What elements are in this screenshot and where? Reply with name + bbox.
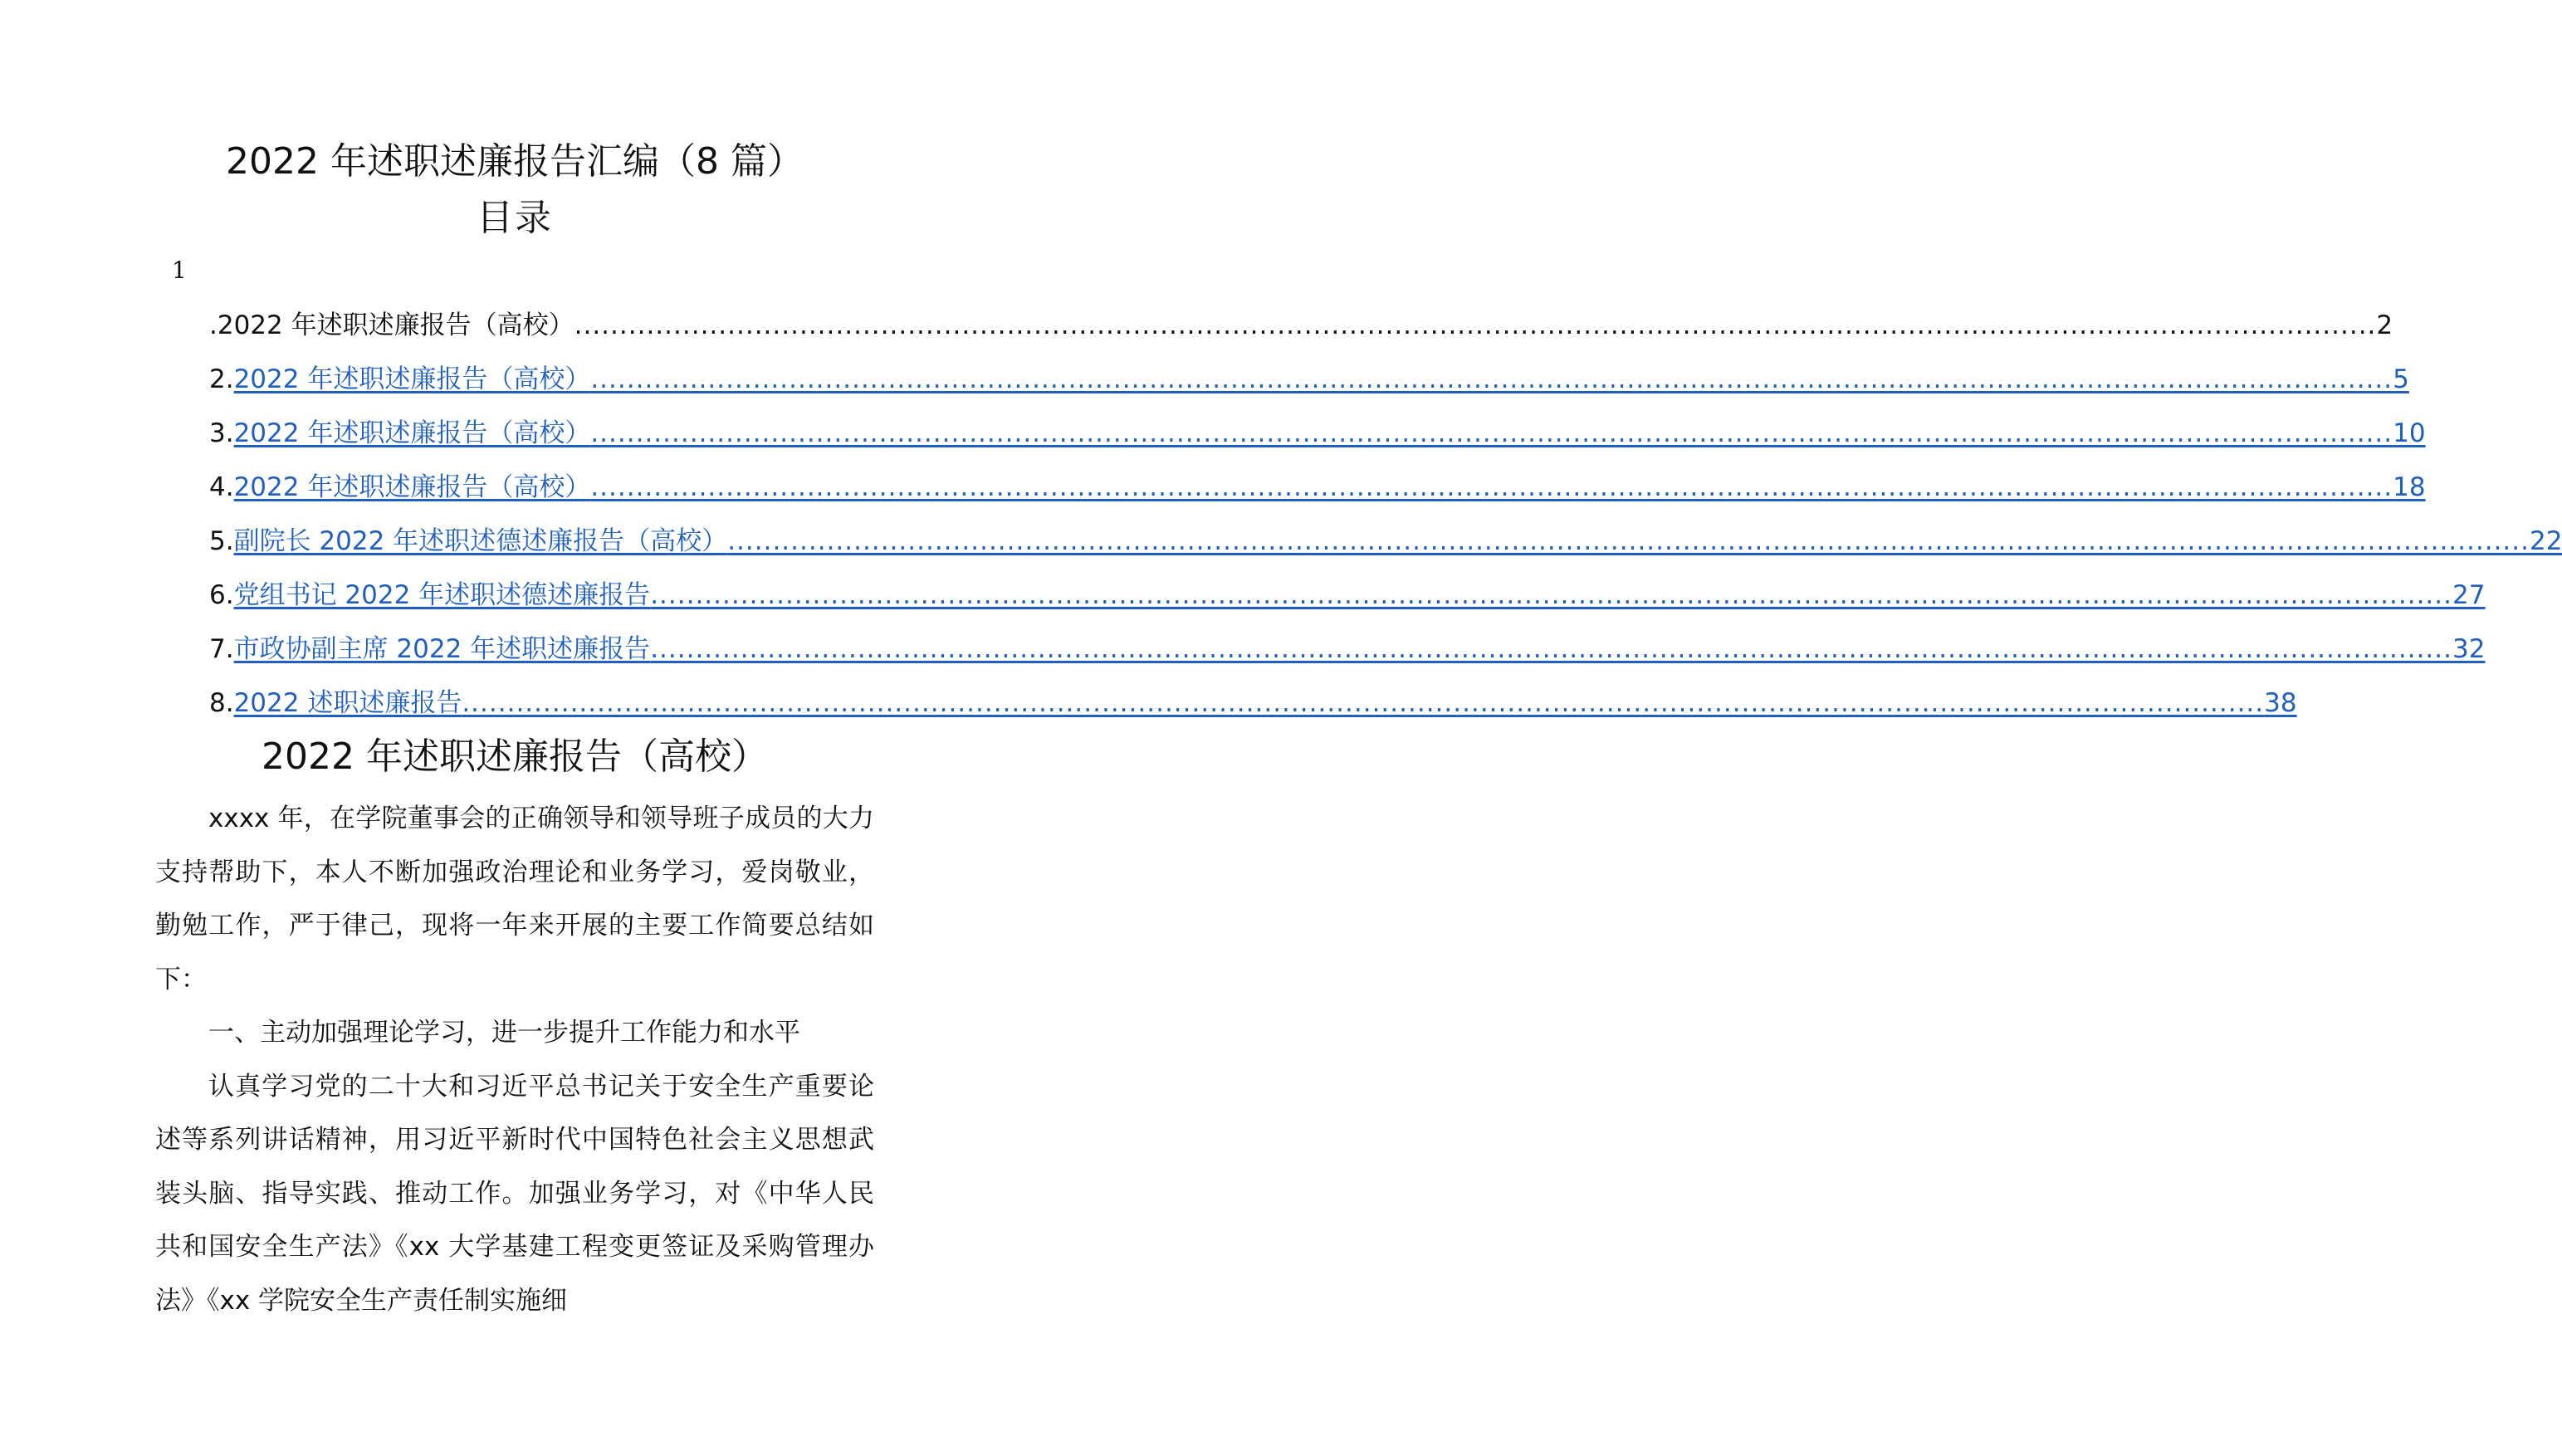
toc-item-text: 党组书记 2022 年述职述德述廉报告 xyxy=(233,580,651,610)
toc-item-index: 4. xyxy=(209,472,234,502)
toc-item-text: 副院长 2022 年述职述德述廉报告（高校） xyxy=(233,526,728,556)
toc-item[interactable] xyxy=(209,469,2426,523)
toc-leader-dots: ........................................................................................................................................................................................................ xyxy=(650,634,2452,664)
toc-item-link[interactable] xyxy=(234,523,2562,559)
toc-item-link[interactable] xyxy=(234,361,2409,398)
toc-item-text: 2022 年述职述廉报告（高校） xyxy=(217,310,574,340)
toc-item-page: 32 xyxy=(2452,634,2486,664)
toc-item-link[interactable] xyxy=(234,631,2486,667)
toc-leader-dots: ........................................................................................................................................................................................................ xyxy=(462,688,2265,718)
toc-item-index: 6. xyxy=(209,580,234,610)
toc-item xyxy=(209,307,2393,361)
toc-leader-dots: ........................................................................................................................................................................................................ xyxy=(590,472,2393,502)
toc-item[interactable] xyxy=(209,631,2486,685)
toc-item-index: 8. xyxy=(209,688,234,718)
body-paragraph: xxxx 年，在学院董事会的正确领导和领导班子成员的大力支持帮助下，本人不断加强政治理论和业务学习，爱岗敬业，勤勉工作，严于律己，现将一年来开展的主要工作简要总结如下： xyxy=(155,804,874,994)
toc-item-text: 2022 年述职述廉报告（高校） xyxy=(233,364,591,394)
toc-item-index: 7. xyxy=(209,634,234,664)
toc-item-link[interactable] xyxy=(234,415,2426,452)
toc-leader-dots: ........................................................................................................................................................................................................ xyxy=(590,364,2393,394)
toc-item-text: 市政协副主席 2022 年述职述廉报告 xyxy=(233,634,651,664)
toc-item-link[interactable] xyxy=(234,469,2426,506)
section-title: 2022 年述职述廉报告（高校） xyxy=(262,735,768,778)
toc-item-page: 18 xyxy=(2393,472,2426,502)
table-of-contents xyxy=(209,307,2562,739)
toc-item-index: 2. xyxy=(209,364,234,394)
toc-item-link[interactable] xyxy=(234,577,2486,613)
toc-item-text: 2022 年述职述廉报告（高校） xyxy=(233,472,591,502)
toc-leader-dots: ........................................................................................................................................................................................................ xyxy=(590,418,2393,448)
toc-item-page: 10 xyxy=(2393,418,2426,448)
toc-item-index: 3. xyxy=(209,418,234,448)
body-subheading: 一、主动加强理论学习，进一步提升工作能力和水平 xyxy=(208,1018,800,1048)
toc-leader-dots: ........................................................................................................................................................................................................ xyxy=(650,580,2452,610)
toc-item-index: . xyxy=(209,310,218,340)
toc-item[interactable] xyxy=(209,577,2486,631)
toc-item-text: 2022 年述职述廉报告（高校） xyxy=(233,418,591,448)
toc-item-page: 5 xyxy=(2393,364,2409,394)
toc-item-page: 27 xyxy=(2452,580,2486,610)
document-title: 2022 年述职述廉报告汇编（8 篇） xyxy=(226,140,804,183)
toc-leader-dots: ........................................................................................................................................................................................................ xyxy=(574,310,2377,340)
toc-item-page: 22 xyxy=(2530,526,2562,556)
body-paragraph: 认真学习党的二十大和习近平总书记关于安全生产重要论述等系列讲话精神，用习近平新时代中国特色社会主义思想武装头脑、指导实践、推动工作。加强业务学习，对《中华人民共和国安全生产法》《xx 大学基建工程变更签证及采购管理办法》《xx 学院安全生产责任制实施细 xyxy=(155,1071,874,1316)
toc-item-index: 5. xyxy=(209,526,234,556)
toc-number-line: 1 xyxy=(172,257,187,284)
toc-leader-dots: ........................................................................................................................................................................................................ xyxy=(727,526,2530,556)
toc-item[interactable] xyxy=(209,523,2562,577)
body-text xyxy=(155,792,874,1327)
toc-item[interactable] xyxy=(209,361,2409,415)
toc-heading: 目录 xyxy=(477,197,553,239)
toc-item-link[interactable] xyxy=(234,685,2297,721)
toc-item-text: 2022 述职述廉报告 xyxy=(233,688,462,718)
toc-item-page: 2 xyxy=(2376,310,2393,340)
toc-item-entry xyxy=(218,307,2393,344)
toc-item[interactable] xyxy=(209,415,2426,469)
toc-item-page: 38 xyxy=(2264,688,2297,718)
